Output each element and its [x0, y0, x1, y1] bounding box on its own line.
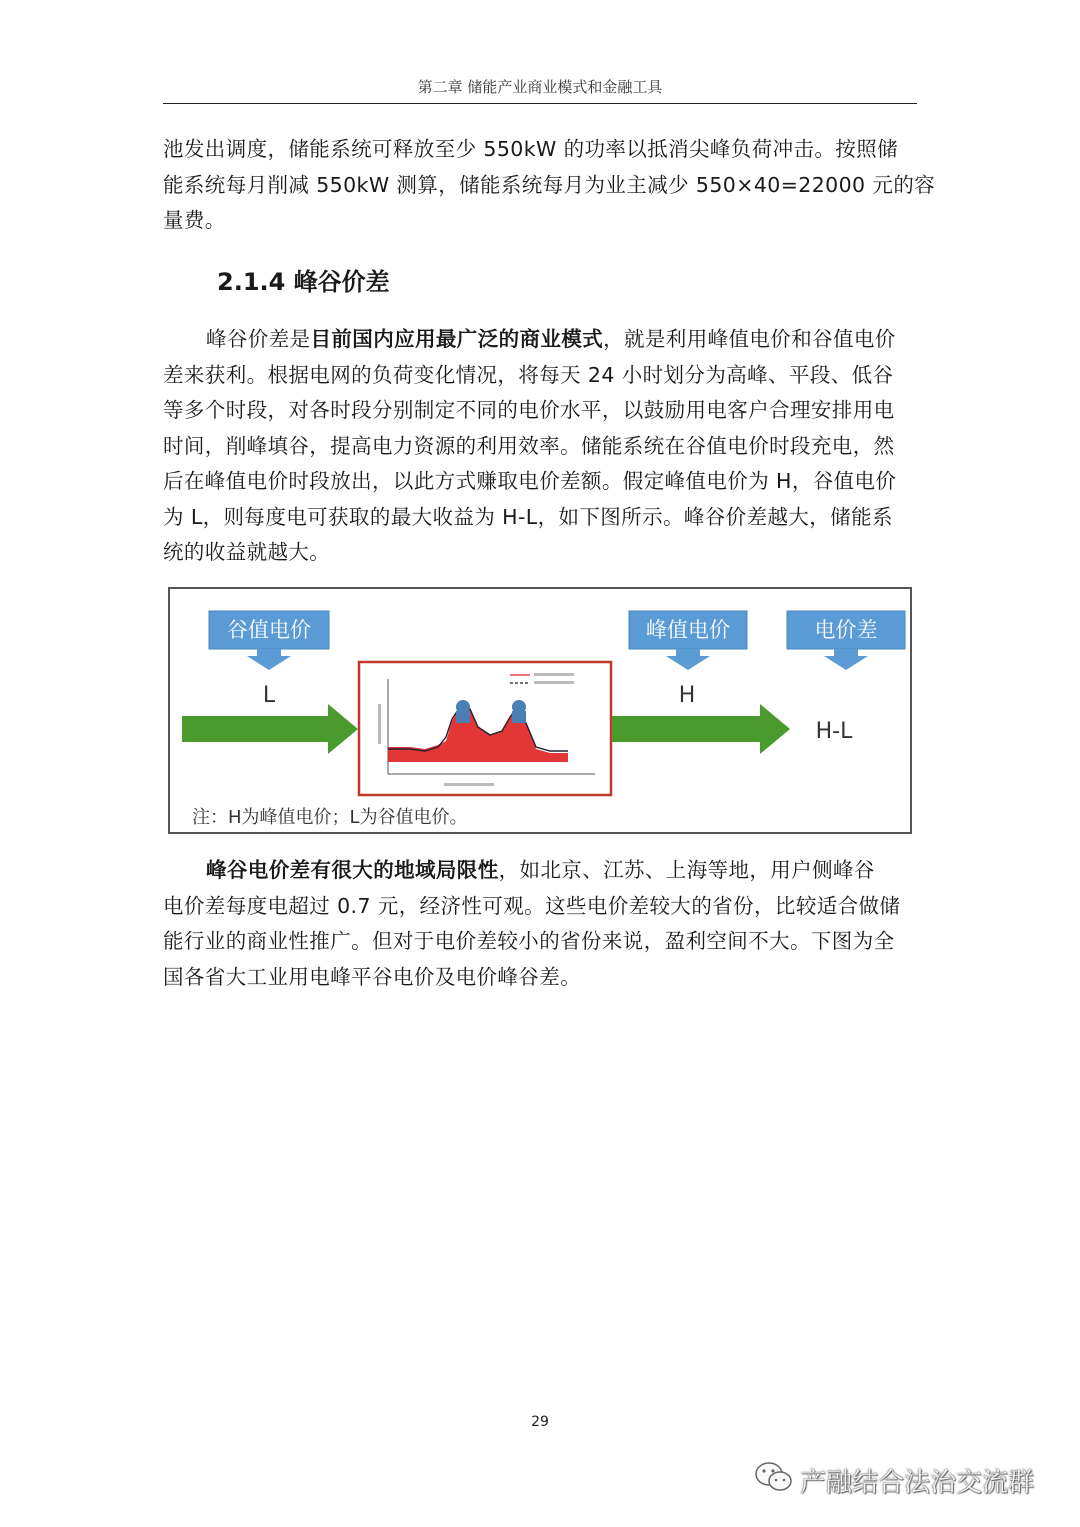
bold-text: 峰谷电价差有很大的地域局限性: [206, 858, 499, 882]
header-divider: [163, 103, 917, 104]
paragraph-line: 电价差每度电超过 0.7 元，经济性可观。这些电价差较大的省份，比较适合做储: [163, 893, 901, 918]
wechat-icon: [754, 1460, 794, 1501]
paragraph-line: [163, 322, 917, 358]
paragraph-line: 统的收益就越大。: [163, 540, 331, 564]
paragraph-line: 差来获利。根据电网的负荷变化情况，将每天 24 小时划分为高峰、平段、低谷: [163, 362, 894, 387]
valley-price-callout: [209, 611, 329, 670]
label-H: H: [678, 683, 696, 708]
paragraph-line: 后在峰值电价时段放出，以此方式赚取电价差额。假定峰值电价为 H，谷值电价: [163, 469, 897, 493]
bold-text: 目前国内应用最广泛的商业模式: [310, 327, 604, 351]
load-curve-chart: [359, 662, 611, 795]
label-L: L: [262, 683, 276, 708]
paragraph-line: 国各省大工业用电峰平谷电价及电价峰谷差。: [163, 964, 581, 989]
paragraph-line: 能行业的商业性推广。但对于电价差较小的省份来说，盈利空间不大。下图为全: [163, 929, 895, 953]
left-arrow: [182, 704, 358, 754]
figure-diagram: [170, 589, 910, 832]
text-run: ，就是利用峰值电价和谷值电价: [603, 327, 896, 351]
page-header: 第二章 储能产业商业模式和金融工具: [417, 78, 663, 96]
paragraph-line: 为 L，则每度电可获取的最大收益为 H-L，如下图所示。峰谷价差越大，储能系: [163, 504, 893, 529]
label-H-L: H-L: [815, 719, 853, 744]
paragraph-line: [163, 853, 917, 889]
valley-price-label: 谷值电价: [227, 618, 311, 642]
watermark-text: 产融结合法治交流群: [800, 1467, 1035, 1498]
text-run: 峰谷价差是: [206, 327, 311, 351]
paragraph-line: 时间，削峰填谷，提高电力资源的利用效率。储能系统在谷值电价时段充电，然: [163, 433, 895, 458]
figure-note: 注：H为峰值电价；L为谷值电价。: [192, 807, 468, 828]
page-number: 29: [531, 1414, 549, 1430]
paragraph-line: 能系统每月削减 550kW 测算，储能系统每月为业主减少 550×40=22000 元的容: [163, 172, 936, 197]
paragraph-line: 池发出调度，储能系统可释放至少 550kW 的功率以抵消尖峰负荷冲击。按照储: [163, 137, 899, 161]
peak-valley-figure: [168, 587, 912, 834]
peak-price-label: 峰值电价: [646, 618, 730, 642]
paragraph-3: [163, 853, 917, 995]
price-diff-callout: [787, 611, 905, 670]
section-heading: 2.1.4 峰谷价差: [217, 268, 390, 296]
watermark: [754, 1460, 1034, 1500]
paragraph-2: [163, 322, 917, 571]
paragraph-1: [163, 132, 936, 239]
paragraph-line: 量费。: [163, 208, 226, 232]
paragraph-line: 等多个时段，对各时段分别制定不同的电价水平，以鼓励用电客户合理安排用电: [163, 398, 895, 422]
price-diff-label: 电价差: [814, 618, 878, 642]
peak-price-callout: [629, 611, 747, 670]
text-run: ，如北京、江苏、上海等地，用户侧峰谷: [498, 858, 875, 882]
middle-arrow: [612, 704, 790, 754]
